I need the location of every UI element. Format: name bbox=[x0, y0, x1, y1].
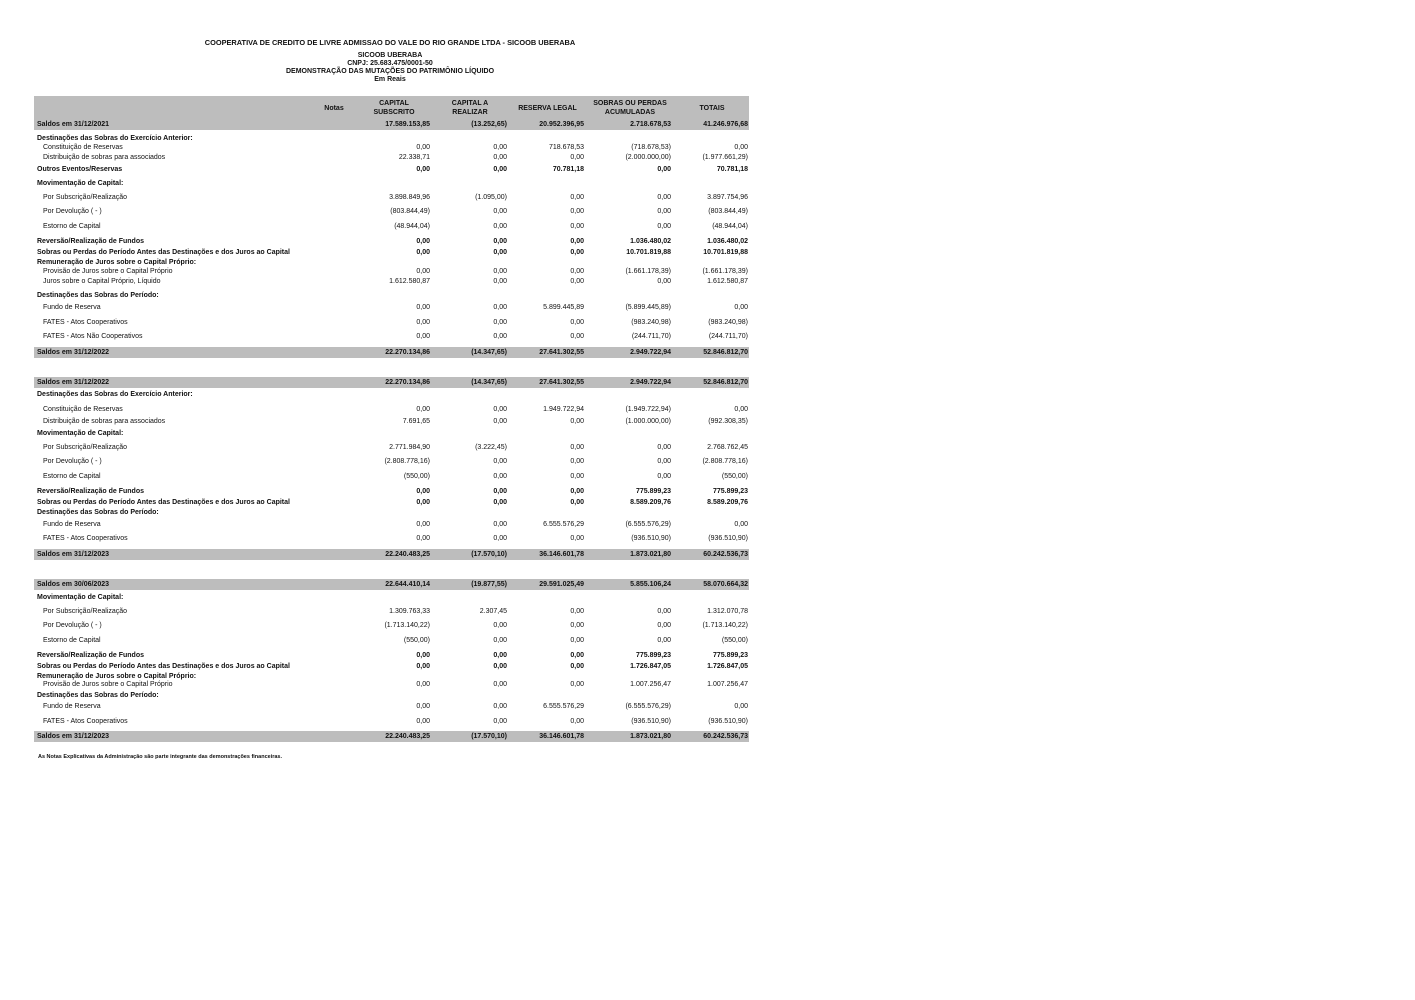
row-label: Fundo de Reserva bbox=[43, 521, 101, 528]
balance-row bbox=[34, 579, 749, 590]
sobras-cell: (936.510,90) bbox=[631, 718, 671, 725]
capital-subscrito-cell: 1.309.763,33 bbox=[389, 608, 430, 615]
totais-cell: (550,00) bbox=[721, 637, 748, 644]
sobras-cell: (244.711,70) bbox=[631, 333, 671, 340]
capital-realizar-cell: 0,00 bbox=[493, 499, 507, 506]
row-label: Saldos em 30/06/2023 bbox=[37, 581, 109, 588]
sobras-cell: 0,00 bbox=[657, 444, 671, 451]
reserva-legal-cell: 0,00 bbox=[570, 663, 584, 670]
row-label: Estorno de Capital bbox=[43, 637, 101, 644]
totais-cell: 775.899,23 bbox=[712, 488, 748, 495]
sobras-cell: 1.873.021,80 bbox=[630, 733, 671, 740]
capital-subscrito-cell: 0,00 bbox=[416, 406, 430, 413]
totais-cell: 60.242.536,73 bbox=[703, 733, 748, 740]
capital-realizar-cell: 0,00 bbox=[493, 249, 507, 256]
table-row bbox=[34, 692, 749, 700]
reserva-legal-cell: 0,00 bbox=[570, 268, 584, 275]
capital-subscrito-cell: (803.844,49) bbox=[390, 208, 430, 215]
table-row bbox=[34, 237, 749, 247]
table-row bbox=[34, 303, 749, 313]
totais-cell: 2.768.762,45 bbox=[707, 444, 748, 451]
capital-subscrito-cell: 22.644.410,14 bbox=[385, 581, 430, 588]
sobras-cell: (1.000.000,00) bbox=[625, 418, 671, 425]
sobras-cell: (6.555.576,29) bbox=[625, 703, 671, 710]
sobras-cell: 775.899,23 bbox=[635, 652, 671, 659]
row-label: Por Devolução ( - ) bbox=[43, 458, 102, 465]
row-label: Sobras ou Perdas do Período Antes das Destinações e dos Juros ao Capital bbox=[37, 249, 290, 256]
reserva-legal-cell: 70.781,18 bbox=[552, 166, 584, 173]
reserva-legal-cell: 20.952.396,95 bbox=[539, 121, 584, 128]
totais-cell: (936.510,90) bbox=[708, 718, 748, 725]
reserva-legal-cell: 0,00 bbox=[570, 622, 584, 629]
capital-subscrito-cell: 1.612.580,87 bbox=[389, 278, 430, 285]
capital-realizar-cell: 0,00 bbox=[493, 418, 507, 425]
capital-realizar-cell: 0,00 bbox=[493, 154, 507, 161]
totais-cell: 0,00 bbox=[734, 304, 748, 311]
row-label: Provisão de Juros sobre o Capital Próprio bbox=[43, 268, 173, 275]
col-reserva-legal: RESERVA LEGAL bbox=[518, 105, 577, 112]
row-label: Reversão/Realização de Fundos bbox=[37, 238, 144, 245]
capital-realizar-cell: 0,00 bbox=[493, 208, 507, 215]
table-row bbox=[34, 291, 749, 300]
table-row bbox=[34, 457, 749, 467]
capital-realizar-cell: 0,00 bbox=[493, 535, 507, 542]
row-label: Saldos em 31/12/2022 bbox=[37, 349, 109, 356]
entity-name: SICOOB UBERABA bbox=[357, 52, 423, 59]
capital-subscrito-cell: 0,00 bbox=[416, 535, 430, 542]
capital-realizar-cell: (14.347,65) bbox=[471, 349, 507, 356]
capital-subscrito-cell: 17.589.153,85 bbox=[385, 121, 430, 128]
totais-cell: (1.661.178,39) bbox=[702, 268, 748, 275]
capital-realizar-cell: 0,00 bbox=[493, 637, 507, 644]
totais-cell: (48.944,04) bbox=[712, 223, 748, 230]
row-label: Reversão/Realização de Fundos bbox=[37, 652, 144, 659]
sobras-cell: (718.678,53) bbox=[631, 144, 671, 151]
cnpj: CNPJ: 25.683.475/0001-50 bbox=[347, 60, 433, 67]
reserva-legal-cell: 36.146.601,78 bbox=[539, 733, 584, 740]
capital-realizar-cell: (1.095,00) bbox=[475, 194, 507, 201]
reserva-legal-cell: 0,00 bbox=[570, 458, 584, 465]
table-row bbox=[34, 499, 749, 507]
table-row bbox=[34, 153, 749, 162]
capital-realizar-cell: (3.222,45) bbox=[475, 444, 507, 451]
row-label: Movimentação de Capital: bbox=[37, 430, 124, 437]
sobras-cell: 0,00 bbox=[657, 473, 671, 480]
reserva-legal-cell: 0,00 bbox=[570, 319, 584, 326]
balance-row bbox=[34, 120, 749, 130]
totais-cell: (244.711,70) bbox=[708, 333, 748, 340]
capital-realizar-cell: 0,00 bbox=[493, 333, 507, 340]
table-row bbox=[34, 165, 749, 174]
capital-subscrito-cell: 3.898.849,96 bbox=[389, 194, 430, 201]
totais-cell: (983.240,98) bbox=[708, 319, 748, 326]
totais-cell: 1.312.070,78 bbox=[707, 608, 748, 615]
reserva-legal-cell: 0,00 bbox=[570, 637, 584, 644]
table-row bbox=[34, 179, 749, 189]
reserva-legal-cell: 36.146.601,78 bbox=[539, 551, 584, 558]
row-label: FATES - Atos Não Cooperativos bbox=[43, 333, 143, 340]
table-row bbox=[34, 134, 749, 143]
balance-row bbox=[34, 377, 749, 388]
col-notas: Notas bbox=[324, 105, 344, 112]
reserva-legal-cell: 29.591.025,49 bbox=[539, 581, 584, 588]
table-row bbox=[34, 520, 749, 530]
row-label: Movimentação de Capital: bbox=[37, 180, 124, 187]
capital-realizar-cell: (17.570,10) bbox=[471, 733, 507, 740]
row-label: Por Subscrição/Realização bbox=[43, 194, 128, 201]
totais-cell: 1.612.580,87 bbox=[707, 278, 748, 285]
row-label: Provisão de Juros sobre o Capital Próprio bbox=[43, 681, 173, 688]
capital-subscrito-cell: 0,00 bbox=[416, 304, 430, 311]
row-label: Destinações das Sobras do Período: bbox=[37, 692, 159, 699]
capital-subscrito-cell: 7.691,65 bbox=[402, 418, 430, 425]
balance-row bbox=[34, 347, 749, 358]
row-label: Por Devolução ( - ) bbox=[43, 622, 102, 629]
capital-realizar-cell: (14.347,65) bbox=[471, 379, 507, 386]
reserva-legal-cell: 0,00 bbox=[570, 194, 584, 201]
totais-cell: (1.977.661,29) bbox=[702, 154, 748, 161]
table-body bbox=[34, 120, 749, 745]
totais-cell: 1.007.256,47 bbox=[707, 681, 748, 688]
capital-subscrito-cell: 22.338,71 bbox=[398, 154, 430, 161]
row-label: Saldos em 31/12/2023 bbox=[37, 551, 109, 558]
reserva-legal-cell: 0,00 bbox=[570, 608, 584, 615]
capital-realizar-cell: 0,00 bbox=[493, 488, 507, 495]
col-capital-subscrito: CAPITAL SUBSCRITO bbox=[373, 100, 415, 116]
sobras-cell: (5.899.445,89) bbox=[625, 304, 671, 311]
capital-realizar-cell: 0,00 bbox=[493, 622, 507, 629]
capital-realizar-cell: 0,00 bbox=[493, 268, 507, 275]
row-label: Saldos em 31/12/2022 bbox=[37, 379, 109, 386]
row-label: FATES - Atos Cooperativos bbox=[43, 535, 128, 542]
row-label: FATES - Atos Cooperativos bbox=[43, 319, 128, 326]
row-label: Por Subscrição/Realização bbox=[43, 444, 128, 451]
table-row bbox=[34, 607, 749, 617]
capital-subscrito-cell: 22.270.134,86 bbox=[385, 349, 430, 356]
reserva-legal-cell: 718.678,53 bbox=[548, 144, 584, 151]
capital-subscrito-cell: 0,00 bbox=[416, 652, 430, 659]
capital-realizar-cell: (13.252,65) bbox=[471, 121, 507, 128]
table-row bbox=[34, 534, 749, 544]
table-row bbox=[34, 390, 749, 400]
row-label: Destinações das Sobras do Período: bbox=[37, 292, 159, 299]
sobras-cell: 1.873.021,80 bbox=[630, 551, 671, 558]
sobras-cell: 0,00 bbox=[657, 458, 671, 465]
table-row bbox=[34, 663, 749, 671]
table-row bbox=[34, 259, 749, 267]
capital-subscrito-cell: 22.270.134,86 bbox=[385, 379, 430, 386]
row-label: Movimentação de Capital: bbox=[37, 594, 124, 601]
capital-subscrito-cell: 0,00 bbox=[416, 499, 430, 506]
capital-realizar-cell: 0,00 bbox=[493, 718, 507, 725]
sobras-cell: 0,00 bbox=[657, 637, 671, 644]
capital-realizar-cell: 0,00 bbox=[493, 223, 507, 230]
capital-realizar-cell: (19.877,55) bbox=[471, 581, 507, 588]
sobras-cell: 1.036.480,02 bbox=[630, 238, 671, 245]
capital-realizar-cell: 0,00 bbox=[493, 238, 507, 245]
reserva-legal-cell: 6.555.576,29 bbox=[543, 521, 584, 528]
sobras-cell: 10.701.819,88 bbox=[626, 249, 671, 256]
table-row bbox=[34, 193, 749, 203]
totais-cell: (803.844,49) bbox=[708, 208, 748, 215]
sobras-cell: (983.240,98) bbox=[631, 319, 671, 326]
totais-cell: (550,00) bbox=[721, 473, 748, 480]
reserva-legal-cell: 0,00 bbox=[570, 473, 584, 480]
sobras-cell: 0,00 bbox=[657, 223, 671, 230]
reserva-legal-cell: 0,00 bbox=[570, 249, 584, 256]
capital-subscrito-cell: 0,00 bbox=[416, 333, 430, 340]
row-label: Destinações das Sobras do Exercício Anterior: bbox=[37, 391, 193, 398]
footer-note: As Notas Explicativas da Administração são parte integrante das demonstrações financeiras. bbox=[38, 754, 283, 760]
totais-cell: 70.781,18 bbox=[716, 166, 748, 173]
sobras-cell: 0,00 bbox=[657, 194, 671, 201]
sobras-cell: (936.510,90) bbox=[631, 535, 671, 542]
capital-realizar-cell: 0,00 bbox=[493, 304, 507, 311]
reserva-legal-cell: 0,00 bbox=[570, 208, 584, 215]
col-capital-realizar: CAPITAL A REALIZAR bbox=[451, 100, 489, 116]
capital-realizar-cell: 0,00 bbox=[493, 652, 507, 659]
table-row bbox=[34, 621, 749, 631]
capital-subscrito-cell: (550,00) bbox=[403, 637, 430, 644]
sobras-cell: (2.000.000,00) bbox=[625, 154, 671, 161]
balance-row bbox=[34, 549, 749, 560]
capital-subscrito-cell: (1.713.140,22) bbox=[384, 622, 430, 629]
totais-cell: 41.246.976,68 bbox=[703, 121, 748, 128]
capital-realizar-cell: 0,00 bbox=[493, 166, 507, 173]
capital-realizar-cell: 0,00 bbox=[493, 406, 507, 413]
row-label: Por Subscrição/Realização bbox=[43, 608, 128, 615]
capital-subscrito-cell: 22.240.483,25 bbox=[385, 551, 430, 558]
row-label: Saldos em 31/12/2021 bbox=[37, 121, 109, 128]
capital-realizar-cell: 0,00 bbox=[493, 703, 507, 710]
reserva-legal-cell: 0,00 bbox=[570, 681, 584, 688]
reserva-legal-cell: 0,00 bbox=[570, 418, 584, 425]
table-row bbox=[34, 487, 749, 497]
table-row bbox=[34, 673, 749, 681]
totais-cell: 0,00 bbox=[734, 144, 748, 151]
row-label: Fundo de Reserva bbox=[43, 304, 101, 311]
totais-cell: (1.713.140,22) bbox=[702, 622, 748, 629]
capital-realizar-cell: 0,00 bbox=[493, 473, 507, 480]
sobras-cell: 0,00 bbox=[657, 166, 671, 173]
totais-cell: 8.589.209,76 bbox=[707, 499, 748, 506]
table-row bbox=[34, 472, 749, 482]
reserva-legal-cell: 1.949.722,94 bbox=[543, 406, 584, 413]
reserva-legal-cell: 0,00 bbox=[570, 223, 584, 230]
reserva-legal-cell: 0,00 bbox=[570, 488, 584, 495]
capital-subscrito-cell: 22.240.483,25 bbox=[385, 733, 430, 740]
sobras-cell: 0,00 bbox=[657, 622, 671, 629]
capital-subscrito-cell: 0,00 bbox=[416, 249, 430, 256]
capital-subscrito-cell: 0,00 bbox=[416, 718, 430, 725]
totais-cell: 1.036.480,02 bbox=[707, 238, 748, 245]
capital-realizar-cell: 0,00 bbox=[493, 144, 507, 151]
row-label: Remuneração de Juros sobre o Capital Próprio: bbox=[37, 673, 197, 680]
table-row bbox=[34, 332, 749, 342]
table-row bbox=[34, 681, 749, 689]
capital-subscrito-cell: 0,00 bbox=[416, 663, 430, 670]
reserva-legal-cell: 0,00 bbox=[570, 652, 584, 659]
row-label: Fundo de Reserva bbox=[43, 703, 101, 710]
capital-realizar-cell: 0,00 bbox=[493, 663, 507, 670]
capital-subscrito-cell: 2.771.984,90 bbox=[389, 444, 430, 451]
company-title: COOPERATIVA DE CREDITO DE LIVRE ADMISSAO DO VALE DO RIO GRANDE LTDA - SICOOB UBERABA bbox=[204, 38, 576, 47]
row-label: Destinações das Sobras do Exercício Anterior: bbox=[37, 135, 193, 142]
totais-cell: 10.701.819,88 bbox=[703, 249, 748, 256]
sobras-cell: 0,00 bbox=[657, 208, 671, 215]
capital-realizar-cell: 2.307,45 bbox=[479, 608, 507, 615]
sobras-cell: (1.661.178,39) bbox=[625, 268, 671, 275]
table-row bbox=[34, 636, 749, 646]
sobras-cell: 1.007.256,47 bbox=[630, 681, 671, 688]
reserva-legal-cell: 0,00 bbox=[570, 333, 584, 340]
table-header bbox=[34, 96, 749, 120]
capital-subscrito-cell: (48.944,04) bbox=[394, 223, 430, 230]
row-label: Estorno de Capital bbox=[43, 223, 101, 230]
sobras-cell: 775.899,23 bbox=[635, 488, 671, 495]
col-sobras: SOBRAS OU PERDAS ACUMULADAS bbox=[593, 100, 667, 116]
row-label: Constituição de Reservas bbox=[43, 406, 123, 413]
table-row bbox=[34, 429, 749, 439]
col-totais: TOTAIS bbox=[699, 105, 725, 112]
table-row bbox=[34, 278, 749, 286]
sobras-cell: 2.718.678,53 bbox=[630, 121, 671, 128]
row-label: Outros Eventos/Reservas bbox=[37, 166, 123, 173]
totais-cell: 1.726.847,05 bbox=[707, 663, 748, 670]
table-row bbox=[34, 509, 749, 517]
totais-cell: (936.510,90) bbox=[708, 535, 748, 542]
row-label: Remuneração de Juros sobre o Capital Próprio: bbox=[37, 259, 197, 266]
row-label: Distribuição de sobras para associados bbox=[43, 154, 166, 161]
totais-cell: 58.070.664,32 bbox=[703, 581, 748, 588]
row-label: Juros sobre o Capital Próprio, Líquido bbox=[43, 278, 161, 285]
reserva-legal-cell: 0,00 bbox=[570, 444, 584, 451]
table-row bbox=[34, 318, 749, 328]
sobras-cell: (1.949.722,94) bbox=[625, 406, 671, 413]
totais-cell: 0,00 bbox=[734, 521, 748, 528]
table-row bbox=[34, 249, 749, 257]
capital-subscrito-cell: 0,00 bbox=[416, 319, 430, 326]
table-row bbox=[34, 443, 749, 453]
table-row bbox=[34, 593, 749, 603]
totais-cell: (992.308,35) bbox=[708, 418, 748, 425]
capital-realizar-cell: (17.570,10) bbox=[471, 551, 507, 558]
sobras-cell: (6.555.576,29) bbox=[625, 521, 671, 528]
totais-cell: 52.846.812,70 bbox=[703, 379, 748, 386]
reserva-legal-cell: 27.641.302,55 bbox=[539, 379, 584, 386]
table-row bbox=[34, 405, 749, 415]
capital-realizar-cell: 0,00 bbox=[493, 458, 507, 465]
capital-subscrito-cell: (2.808.778,16) bbox=[384, 458, 430, 465]
capital-realizar-cell: 0,00 bbox=[493, 521, 507, 528]
sobras-cell: 0,00 bbox=[657, 278, 671, 285]
reserva-legal-cell: 0,00 bbox=[570, 499, 584, 506]
sobras-cell: 8.589.209,76 bbox=[630, 499, 671, 506]
capital-subscrito-cell: 0,00 bbox=[416, 144, 430, 151]
currency-note: Em Reais bbox=[374, 76, 406, 83]
totais-cell: 52.846.812,70 bbox=[703, 349, 748, 356]
reserva-legal-cell: 0,00 bbox=[570, 278, 584, 285]
table-row bbox=[34, 702, 749, 712]
capital-realizar-cell: 0,00 bbox=[493, 319, 507, 326]
balance-row bbox=[34, 731, 749, 742]
capital-subscrito-cell: 0,00 bbox=[416, 681, 430, 688]
row-label: Estorno de Capital bbox=[43, 473, 101, 480]
sobras-cell: 0,00 bbox=[657, 608, 671, 615]
totais-cell: 0,00 bbox=[734, 406, 748, 413]
totais-cell: 775.899,23 bbox=[712, 652, 748, 659]
row-label: FATES - Atos Cooperativos bbox=[43, 718, 128, 725]
capital-realizar-cell: 0,00 bbox=[493, 278, 507, 285]
row-label: Por Devolução ( - ) bbox=[43, 208, 102, 215]
table-row bbox=[34, 268, 749, 276]
capital-subscrito-cell: 0,00 bbox=[416, 166, 430, 173]
table-row bbox=[34, 651, 749, 661]
sobras-cell: 1.726.847,05 bbox=[630, 663, 671, 670]
capital-subscrito-cell: 0,00 bbox=[416, 488, 430, 495]
equity-changes-table bbox=[34, 96, 749, 745]
table-row bbox=[34, 417, 749, 427]
capital-subscrito-cell: 0,00 bbox=[416, 703, 430, 710]
table-row bbox=[34, 143, 749, 152]
totais-cell: 0,00 bbox=[734, 703, 748, 710]
capital-realizar-cell: 0,00 bbox=[493, 681, 507, 688]
row-label: Destinações das Sobras do Período: bbox=[37, 509, 159, 516]
table-row bbox=[34, 222, 749, 232]
table-row bbox=[34, 207, 749, 217]
sobras-cell: 5.855.106,24 bbox=[630, 581, 671, 588]
table-row bbox=[34, 717, 749, 727]
capital-subscrito-cell: (550,00) bbox=[403, 473, 430, 480]
reserva-legal-cell: 27.641.302,55 bbox=[539, 349, 584, 356]
reserva-legal-cell: 6.555.576,29 bbox=[543, 703, 584, 710]
statement-title: DEMONSTRAÇÃO DAS MUTAÇÕES DO PATRIMÔNIO LÍQUIDO bbox=[285, 68, 495, 75]
reserva-legal-cell: 0,00 bbox=[570, 535, 584, 542]
sobras-cell: 2.949.722,94 bbox=[630, 379, 671, 386]
reserva-legal-cell: 0,00 bbox=[570, 238, 584, 245]
capital-subscrito-cell: 0,00 bbox=[416, 268, 430, 275]
row-label: Reversão/Realização de Fundos bbox=[37, 488, 144, 495]
row-label: Distribuição de sobras para associados bbox=[43, 418, 166, 425]
reserva-legal-cell: 0,00 bbox=[570, 154, 584, 161]
totais-cell: (2.808.778,16) bbox=[702, 458, 748, 465]
row-label: Saldos em 31/12/2023 bbox=[37, 733, 109, 740]
sobras-cell: 2.949.722,94 bbox=[630, 349, 671, 356]
row-label: Constituição de Reservas bbox=[43, 144, 123, 151]
reserva-legal-cell: 0,00 bbox=[570, 718, 584, 725]
capital-subscrito-cell: 0,00 bbox=[416, 521, 430, 528]
row-label: Sobras ou Perdas do Período Antes das Destinações e dos Juros ao Capital bbox=[37, 499, 290, 506]
totais-cell: 3.897.754,96 bbox=[707, 194, 748, 201]
row-label: Sobras ou Perdas do Período Antes das Destinações e dos Juros ao Capital bbox=[37, 663, 290, 670]
reserva-legal-cell: 5.899.445,89 bbox=[543, 304, 584, 311]
totais-cell: 60.242.536,73 bbox=[703, 551, 748, 558]
capital-subscrito-cell: 0,00 bbox=[416, 238, 430, 245]
